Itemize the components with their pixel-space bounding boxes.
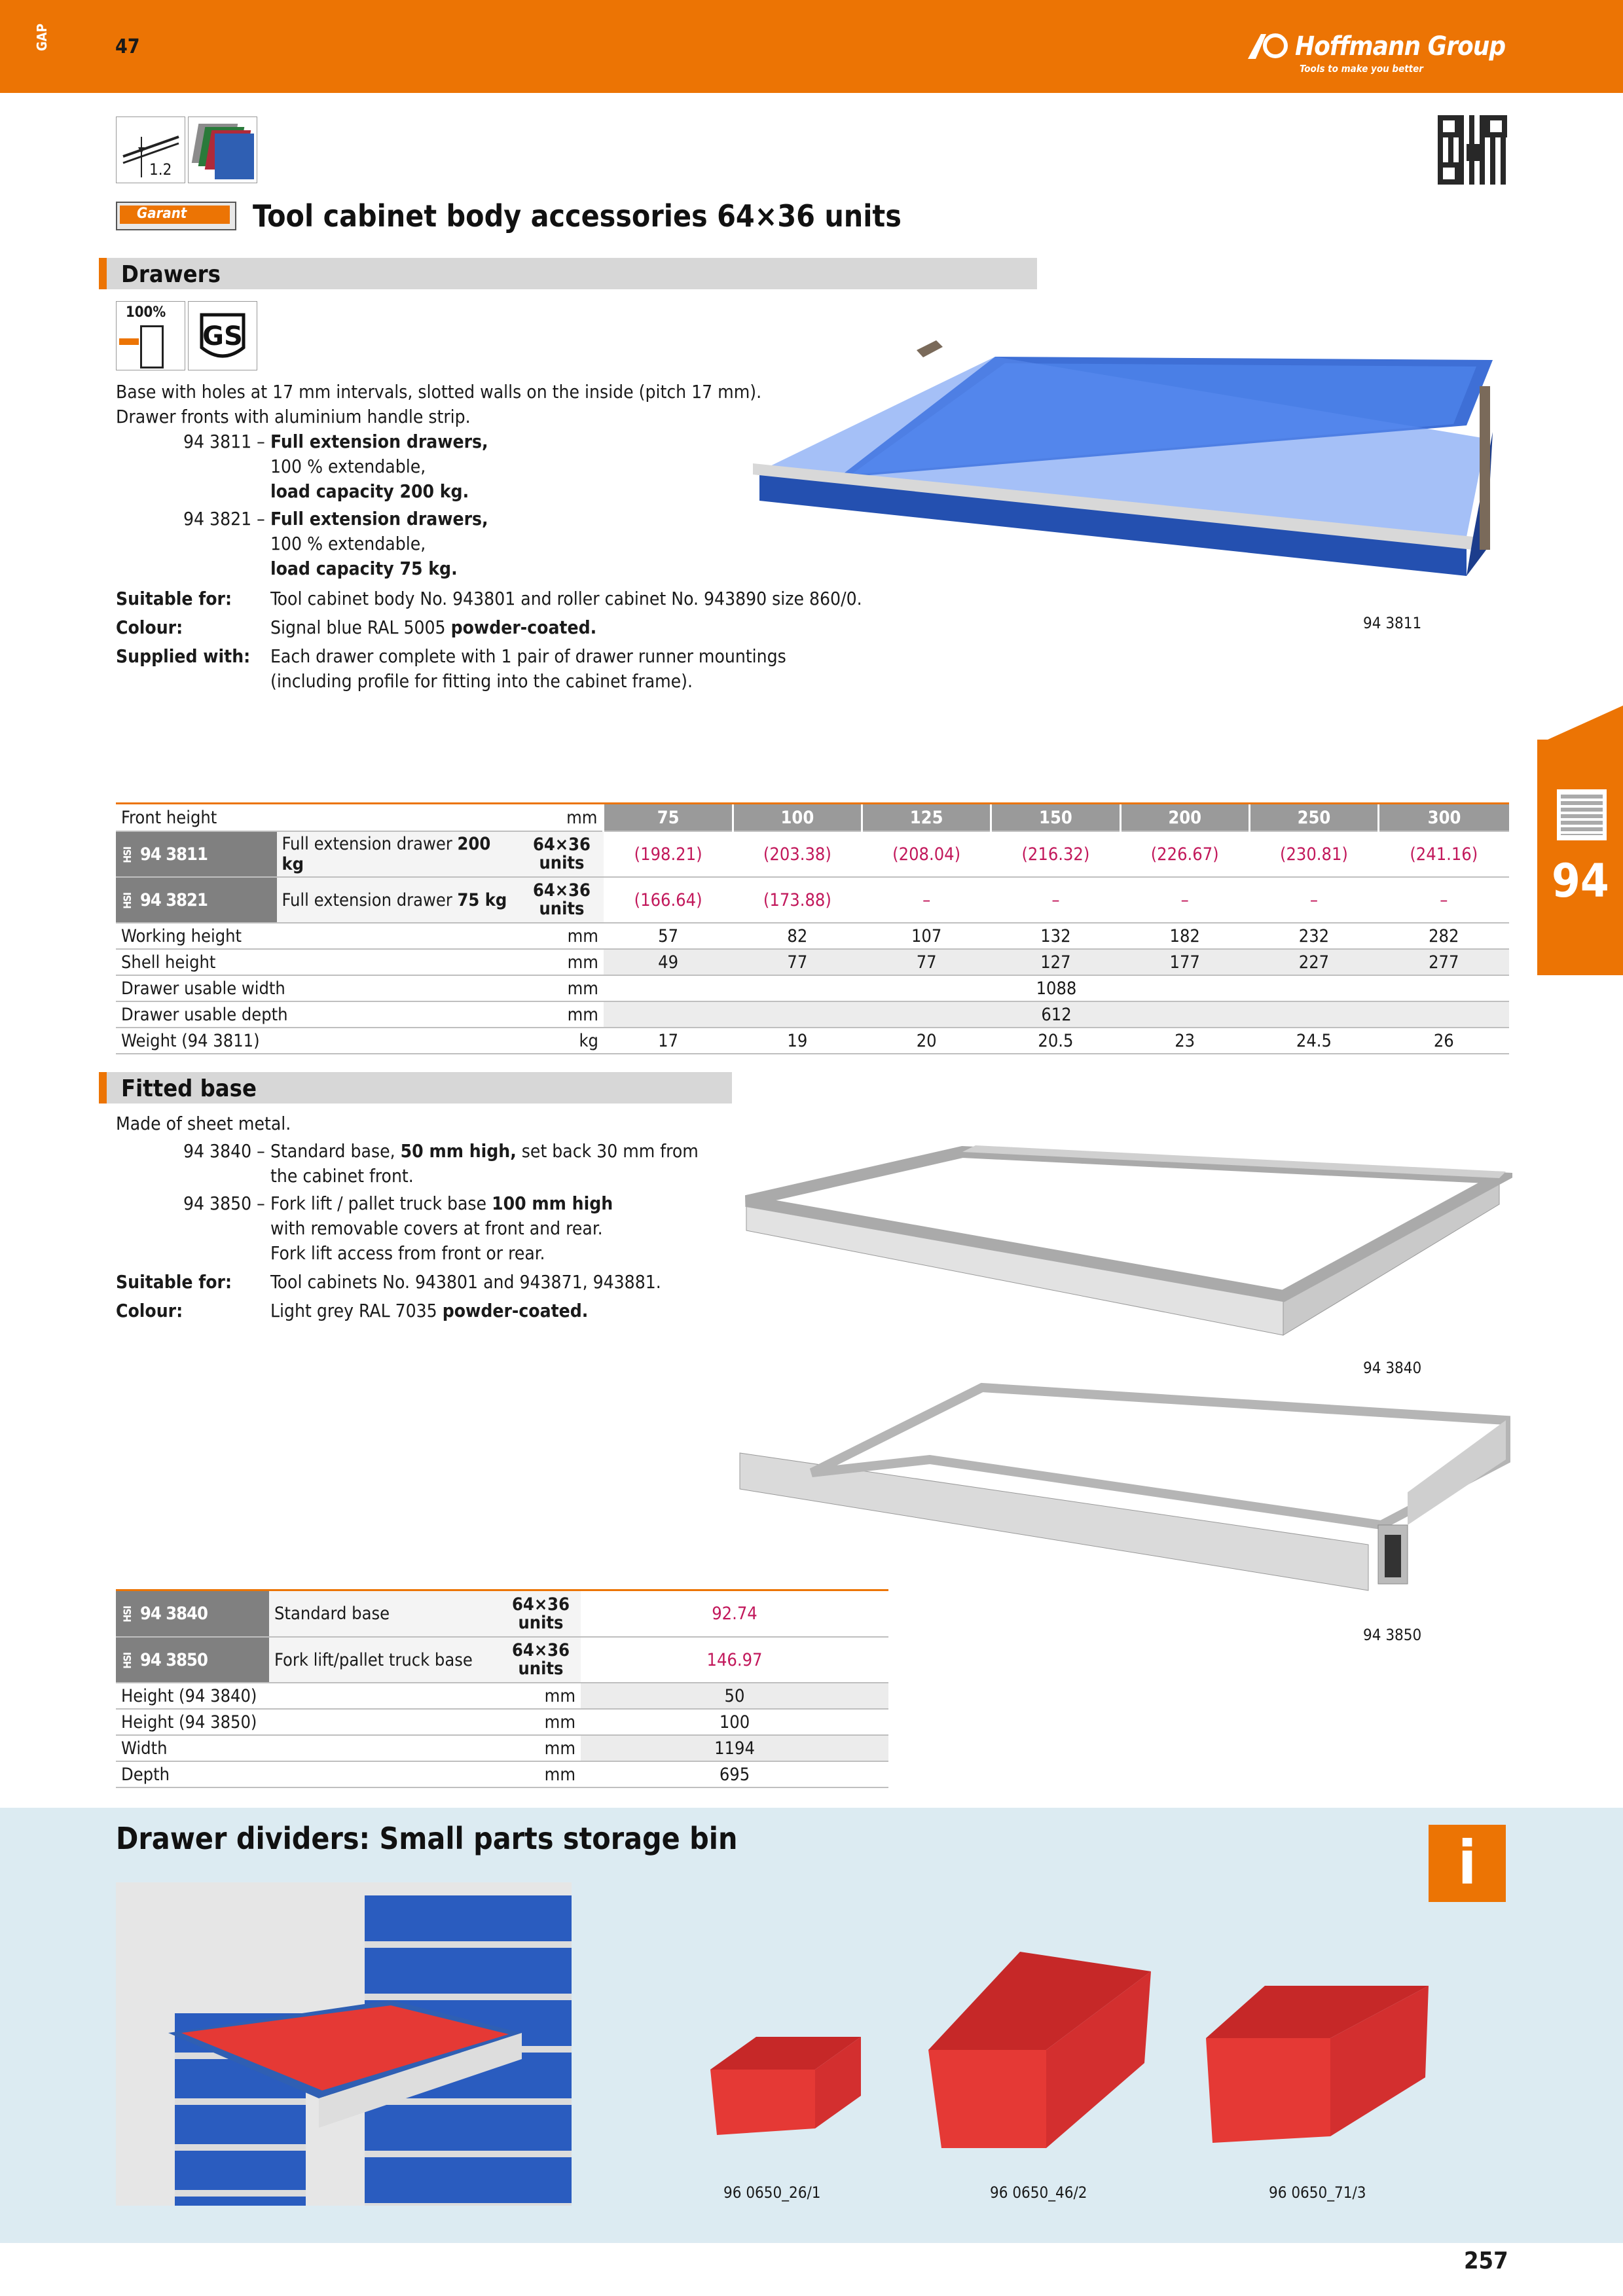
price-cell: (230.81) — [1249, 831, 1378, 877]
page-number: 257 — [1464, 2248, 1508, 2274]
item-desc — [270, 1139, 699, 1189]
article-number-text: 94 3850 — [140, 1649, 208, 1670]
value-cell: 77 — [862, 949, 991, 975]
units-line: 64×36 — [532, 834, 591, 855]
dividers-title: Drawer dividers: Small parts storage bin — [116, 1821, 738, 1856]
base-table — [116, 1591, 888, 1788]
desc-text: Standard base, — [270, 1140, 401, 1162]
value-cell: 1088 — [604, 975, 1509, 1001]
price-cell: (216.32) — [991, 831, 1120, 877]
sheet-thickness-icon — [116, 117, 185, 183]
size-header: 150 — [991, 804, 1120, 831]
value-cell: 23 — [1120, 1028, 1249, 1054]
table-row — [116, 1001, 1509, 1028]
desc-text: Fork lift / pallet truck base — [270, 1193, 492, 1214]
item-no: 94 3850 – — [183, 1193, 265, 1214]
table-row — [116, 975, 1509, 1001]
image-caption: 96 0650_46/2 — [990, 2183, 1087, 2202]
value-cell: 82 — [733, 923, 862, 949]
page-top-number: 47 — [115, 35, 140, 58]
cabinet-icon — [1557, 789, 1607, 840]
catalog-code: GAP — [34, 24, 50, 51]
colour-text — [270, 615, 596, 640]
section-heading-fitted-base — [99, 1072, 732, 1103]
desc-line: Base with holes at 17 mm intervals, slotted walls on the inside (pitch 17 mm). — [116, 381, 762, 403]
price-cell: (226.67) — [1120, 831, 1249, 877]
value-cell: 1194 — [581, 1735, 888, 1761]
value-cell: 20 — [862, 1028, 991, 1054]
table-row — [116, 923, 1509, 949]
table-row — [116, 1735, 888, 1761]
colour-label: Colour: — [116, 1300, 183, 1321]
value-cell: 132 — [991, 923, 1120, 949]
colour-finish: powder-coated. — [442, 1300, 589, 1321]
article-number-text: 94 3811 — [140, 844, 208, 865]
row-label: Shell height — [116, 949, 520, 975]
units-cell — [520, 877, 604, 923]
garant-brand: Garant — [137, 206, 187, 222]
row-label: Height (94 3850) — [116, 1709, 501, 1735]
desc-line: Drawer fronts with aluminium handle strip. — [116, 406, 471, 427]
chapter-number: 94 — [1552, 854, 1609, 908]
units-cell — [501, 1591, 581, 1637]
cabinet-photo — [116, 1882, 572, 2206]
desc-line: the cabinet front. — [270, 1165, 414, 1187]
price-cell: (241.16) — [1379, 831, 1509, 877]
price-cell: 92.74 — [581, 1591, 888, 1637]
row-label: Drawer usable depth — [116, 1001, 520, 1028]
suitable-text: Tool cabinet body No. 943801 and roller cabinet No. 943890 size 860/0. — [270, 588, 862, 609]
suitable-label: Suitable for: — [116, 588, 232, 609]
extension-value: 100% — [126, 304, 166, 321]
article-prefix: HSI — [121, 846, 134, 863]
desc-line — [270, 1191, 613, 1216]
table-row — [116, 949, 1509, 975]
value-cell: 19 — [733, 1028, 862, 1054]
value-cell: 227 — [1249, 949, 1378, 975]
item-no: 94 3811 – — [183, 431, 265, 452]
thickness-value: 1.2 — [149, 160, 172, 179]
suitable-label: Suitable for: — [116, 1271, 232, 1293]
garant-logo — [116, 202, 236, 230]
size-header: 125 — [862, 804, 991, 831]
desc-line: load capacity 75 kg. — [270, 558, 458, 579]
brand-name: Hoffmann Group — [1295, 31, 1506, 62]
unit-cell: mm — [501, 1709, 581, 1735]
value-cell: 107 — [862, 923, 991, 949]
section-heading-label: Fitted base — [121, 1075, 257, 1102]
colour-finish: powder-coated. — [450, 617, 597, 638]
price-cell: (198.21) — [604, 831, 733, 877]
table-row — [116, 1637, 888, 1683]
forklift-base-image — [733, 1374, 1512, 1597]
image-caption: 94 3840 — [1363, 1359, 1422, 1377]
table-row — [116, 1761, 888, 1787]
colour-value: Signal blue RAL 5005 — [270, 617, 451, 638]
desc-line: 100 % extendable, — [270, 533, 426, 554]
unit-cell: mm — [520, 949, 604, 975]
suitable-text: Tool cabinets No. 943801 and 943871, 943881. — [270, 1271, 661, 1293]
price-cell: – — [1379, 877, 1509, 923]
row-label: Working height — [116, 923, 520, 949]
colour-value: Light grey RAL 7035 — [270, 1300, 443, 1321]
table-row — [116, 1028, 1509, 1054]
brand-tagline: Tools to make you better — [1300, 63, 1423, 75]
unit-cell: kg — [520, 1028, 604, 1054]
value-cell: 277 — [1379, 949, 1509, 975]
table-row — [116, 804, 1509, 831]
supplied-label: Supplied with: — [116, 645, 251, 667]
colour-swatch-icon — [188, 117, 257, 183]
storage-bin-small — [710, 2030, 861, 2161]
image-caption: 96 0650_71/3 — [1269, 2183, 1366, 2202]
article-desc — [277, 877, 520, 923]
article-number-text: 94 3821 — [140, 889, 208, 910]
article-prefix: HSI — [121, 892, 134, 909]
price-cell: (203.38) — [733, 831, 862, 877]
units-line: 64×36 — [532, 880, 591, 901]
price-cell: – — [862, 877, 991, 923]
size-header: 300 — [1379, 804, 1509, 831]
desc-line — [270, 1139, 699, 1164]
desc-line: load capacity 200 kg. — [270, 480, 469, 502]
value-cell: 24.5 — [1249, 1028, 1378, 1054]
size-header: 200 — [1120, 804, 1249, 831]
unit-cell: mm — [520, 923, 604, 949]
article-number[interactable] — [116, 1637, 269, 1683]
supplied-text — [270, 644, 786, 694]
table-row — [116, 831, 1509, 877]
value-cell: 20.5 — [991, 1028, 1120, 1054]
item-desc — [270, 429, 488, 504]
svg-text:GS: GS — [202, 321, 243, 351]
row-label: Weight (94 3811) — [116, 1028, 520, 1054]
article-number[interactable] — [116, 877, 277, 923]
article-desc: Fork lift/pallet truck base — [269, 1637, 501, 1683]
standard-base-image — [740, 1139, 1512, 1361]
size-header: 250 — [1249, 804, 1378, 831]
desc-line: Each drawer complete with 1 pair of drawer runner mountings — [270, 645, 786, 667]
unit-cell: mm — [520, 804, 604, 831]
value-cell: 182 — [1120, 923, 1249, 949]
units-cell — [520, 831, 604, 877]
desc-text: set back 30 mm from — [516, 1140, 699, 1162]
value-cell: 612 — [604, 1001, 1509, 1028]
storage-bin-medium — [1206, 1986, 1429, 2149]
value-cell: 282 — [1379, 923, 1509, 949]
unit-cell: mm — [501, 1761, 581, 1787]
table-row — [116, 1683, 888, 1709]
article-number[interactable] — [116, 1591, 269, 1637]
price-cell: 146.97 — [581, 1637, 888, 1683]
desc-line: (including profile for fitting into the cabinet frame). — [270, 670, 693, 692]
section-heading-drawers — [99, 258, 1037, 289]
units-line: units — [539, 899, 585, 919]
image-caption: 96 0650_26/1 — [723, 2183, 821, 2202]
article-desc — [277, 831, 520, 877]
size-header: 100 — [733, 804, 862, 831]
size-header: 75 — [604, 804, 733, 831]
units-line: units — [518, 1659, 564, 1679]
storage-bin-large — [928, 1952, 1151, 2155]
value-cell: 57 — [604, 923, 733, 949]
units-line: 64×36 — [512, 1640, 570, 1660]
table-row — [116, 877, 1509, 923]
section-heading-label: Drawers — [121, 261, 221, 288]
units-cell — [501, 1637, 581, 1683]
value-cell: 49 — [604, 949, 733, 975]
price-cell: – — [1120, 877, 1249, 923]
item-desc — [270, 1191, 613, 1266]
price-cell: (173.88) — [733, 877, 862, 923]
image-caption: 94 3850 — [1363, 1626, 1422, 1644]
desc-bold: 75 kg — [457, 889, 507, 910]
row-label: Height (94 3840) — [116, 1683, 501, 1709]
units-line: units — [539, 853, 585, 873]
value-cell: 17 — [604, 1028, 733, 1054]
article-number-text: 94 3840 — [140, 1604, 208, 1624]
units-line: 64×36 — [512, 1594, 570, 1615]
hoffmann-logo-icon — [1247, 30, 1292, 62]
desc-bold: 200 kg — [282, 834, 491, 874]
price-cell: (208.04) — [862, 831, 991, 877]
desc-line: with removable covers at front and rear. — [270, 1217, 603, 1239]
article-number[interactable] — [116, 831, 277, 877]
table-row — [116, 1709, 888, 1735]
image-caption: 94 3811 — [1363, 614, 1422, 632]
value-cell: 695 — [581, 1761, 888, 1787]
value-cell: 50 — [581, 1683, 888, 1709]
desc-text: Full extension drawer — [282, 834, 458, 854]
qr-code-icon[interactable] — [1438, 115, 1507, 185]
value-cell: 232 — [1249, 923, 1378, 949]
value-cell: 177 — [1120, 949, 1249, 975]
item-no: 94 3840 – — [183, 1140, 265, 1162]
article-prefix: HSI — [121, 1652, 134, 1669]
desc-text: Full extension drawer — [282, 889, 458, 910]
fitted-base-intro: Made of sheet metal. — [116, 1113, 291, 1134]
row-label: Drawer usable width — [116, 975, 520, 1001]
unit-cell: mm — [520, 975, 604, 1001]
info-icon[interactable]: i — [1429, 1825, 1506, 1902]
colour-label: Colour: — [116, 617, 183, 638]
drawer-table — [116, 804, 1509, 1054]
item-desc — [270, 507, 488, 581]
value-cell: 26 — [1379, 1028, 1509, 1054]
desc-line: 100 % extendable, — [270, 456, 426, 477]
article-desc: Standard base — [269, 1591, 501, 1637]
unit-cell: mm — [520, 1001, 604, 1028]
row-label: Depth — [116, 1761, 501, 1787]
item-no: 94 3821 – — [183, 508, 265, 529]
desc-line: Full extension drawers, — [270, 508, 488, 529]
price-cell: – — [991, 877, 1120, 923]
value-cell: 127 — [991, 949, 1120, 975]
value-cell: 100 — [581, 1709, 888, 1735]
front-height-label: Front height — [116, 804, 520, 831]
unit-cell: mm — [501, 1735, 581, 1761]
desc-line: Full extension drawers, — [270, 431, 488, 452]
desc-bold: 100 mm high — [492, 1193, 613, 1214]
price-cell: – — [1249, 877, 1378, 923]
article-prefix: HSI — [121, 1606, 134, 1623]
drawer-image — [746, 340, 1525, 589]
price-cell: (166.64) — [604, 877, 733, 923]
full-extension-icon — [116, 301, 185, 370]
gs-certified-icon — [188, 301, 257, 370]
unit-cell: mm — [501, 1683, 581, 1709]
desc-line: Fork lift access from front or rear. — [270, 1242, 545, 1264]
units-line: units — [518, 1612, 564, 1633]
table-row — [116, 1591, 888, 1637]
page-title: Tool cabinet body accessories 64×36 units — [253, 198, 902, 234]
colour-text — [270, 1299, 588, 1323]
value-cell: 77 — [733, 949, 862, 975]
desc-bold: 50 mm high, — [400, 1140, 517, 1162]
row-label: Width — [116, 1735, 501, 1761]
